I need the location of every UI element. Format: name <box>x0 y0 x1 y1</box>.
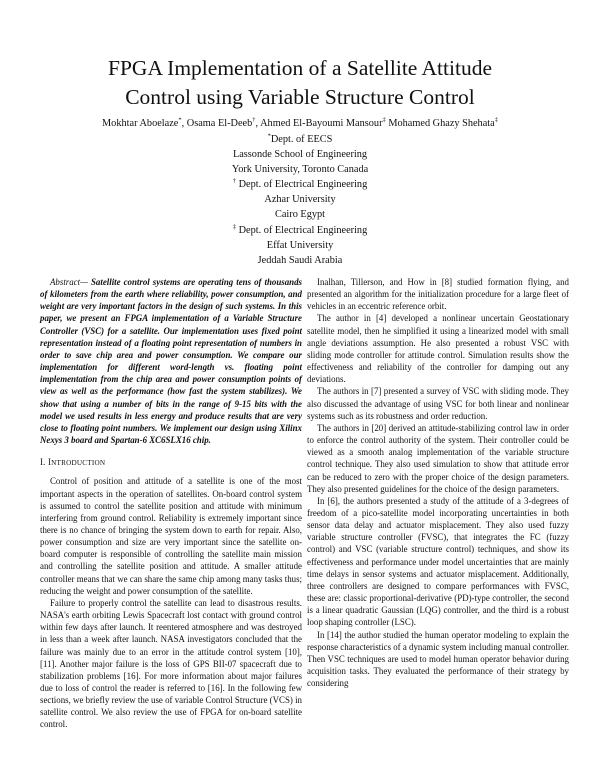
affiliation-line <box>40 223 560 238</box>
author-3-mark: ‡ <box>382 116 386 124</box>
abstract-label: Abstract— <box>50 277 88 287</box>
affiliation-line: Jeddah Saudi Arabia <box>257 254 343 266</box>
affiliation-dept: Dept. of EECS <box>270 134 333 145</box>
author-3: Ahmed El-Bayoumi Mansour <box>260 118 383 129</box>
affiliation-line: York University, Toronto Canada <box>231 164 369 176</box>
affiliation-dept: Dept. of Electrical Engineering <box>236 179 368 191</box>
affiliation-mark: * <box>267 132 271 140</box>
affiliation-line: Effat University <box>266 239 334 251</box>
abstract <box>40 276 302 446</box>
section-heading <box>40 456 302 469</box>
right-column <box>307 276 569 689</box>
author-block <box>40 117 560 268</box>
affiliation-line: Lassonde School of Engineering <box>232 149 368 161</box>
title-line-1: FPGA Implementation of a Satellite Attitude <box>108 56 492 80</box>
author-2: Osama El-Deeb <box>186 118 253 129</box>
paper-title <box>40 54 560 112</box>
paragraph: In [14] the author studied the human operator modeling to explain the response characteristics of a dynamic system including manual controller. Then VSC techniques are used to model human operator behavior during acquisition tasks. They evaluated the performance of their strategy by considering <box>307 629 569 689</box>
affiliation-line <box>40 132 560 147</box>
paragraph: In [6], the authors presented a study of the attitude of a 3-degrees of freedom of a pico-satellite model incorporating uncertainties in both sensor data delay and actuator misplacement. They also used fuzzy variable structure controller (FVSC), that integrates the FC (fuzzy control) and VSC (variable structure control) techniques, and show its effectiveness and performance under model uncertainties that are mainly time delays in sensor systems and actuator misplacement. Additionally, three controllers are designed to compare performances with FVSC, these are: classic proportional-derivative (PD)-type controller, the second is a linear quadratic Gaussian (LQG) controller, and the third is a robust loop shaping controller (LSC). <box>307 495 569 628</box>
author-2-mark: † <box>252 116 256 124</box>
title-line-2: Control using Variable Structure Control <box>125 85 475 109</box>
abstract-text: Satellite control systems are operating tens of thousands of kilometers from the earth where reliability, power consumption, and weight are very important factors in the design of such systems. In this paper, we present an FPGA implementation of a Variable Structure Controller (VSC) for a satellite. Our implementation uses fixed point representation instead of a floating point representation of numbers in order to save chip area and power consumption. We compare our implementation for different word-length vs. floating point implementation from the chip area and power consumption points of view as well as the performance (how fast the system stabilizes). We show that using a number of bits in the range of 9-15 bits with the model we used results in less energy and produce results that are very close to floating point numbers. We implement our design using Xilinx Nexys 3 board and Spartan-6 XC6SLX16 chip. <box>40 277 302 446</box>
paragraph: The authors in [7] presented a survey of VSC with sliding mode. They also discussed the advantage of using VSC for both linear and nonlinear systems such as its robustness and order reduction. <box>307 386 569 421</box>
author-1: Mokhtar Aboelaze <box>102 118 179 129</box>
left-column <box>40 276 302 731</box>
paragraph: The authors in [20] derived an attitude-stabilizing control law in order to enforce the control authority of the system. Their controller could be viewed as a smooth analog implementation of the variable structure control technique. They also used simulation to show that attitude error can be reduced to zero with the proper choice of the design parameters. They also presented guidelines for the choice of the design parameters. <box>307 422 569 494</box>
author-4-mark: ‡ <box>494 116 498 124</box>
section-title-initial: I <box>48 457 52 468</box>
author-separator: , <box>181 118 187 129</box>
paragraph: Inalhan, Tillerson, and How in [8] studied formation flying, and presented an algorithm for the initialization procedure for a large fleet of vehicles in an eccentric reference orbit. <box>307 277 569 312</box>
affiliation-line <box>40 177 560 192</box>
affiliation-line: Cairo Egypt <box>274 209 326 221</box>
affiliation-line: Azhar University <box>264 194 336 206</box>
paragraph: Control of position and attitude of a satellite is one of the most important aspects in the operation of satellites. On-board control system is assumed to control the satellite position and attitude with minimum interfering from ground control. Reliability is extremely important since there is no chance of bringing the system down to earth for repair. Also, power consumption and size are very important since the satellite on-board computer is responsible of controlling the satellite main mission and controlling the satellite position and attitude. A smaller attitude controller means that we can share the same chip among many tasks thus; reducing the weight and power consumption of the satellite. <box>40 476 302 596</box>
author-names <box>40 117 560 131</box>
affiliation-mark: † <box>232 177 236 185</box>
author-1-mark: * <box>178 116 182 124</box>
section-number: I. <box>40 457 48 468</box>
author-4: Mohamed Ghazy Shehata <box>388 118 495 129</box>
section-title-rest: NTRODUCTION <box>51 459 106 468</box>
affiliation-mark: ‡ <box>232 223 236 231</box>
paragraph: The author in [4] developed a nonlinear uncertain Geostationary satellite model, then he simplified it using a linearized model with small angle deviations assumption. He also presented a robust VSC with sliding mode controller for attitude control. Simulation results show the effectiveness and reliability of the controller for damping out any deviations. <box>307 313 569 385</box>
paragraph: Failure to properly control the satellite can lead to disastrous results. NASA's earth orbiting Lewis Spacecraft lost contact with ground control within few days after launch. It reentered atmosphere and was destroyed in less than a week after launch. NASA investigators concluded that the failure was mainly due to an error in the attitude control system [10], [11]. Another major failure is the loss of GPS BII-07 spacecraft due to stabilization problems [16]. For more information about major failures due to loss of control the reader is referred to [16]. In the following few sections, we briefly review the use of variable Control Structure (VCS) in satellite control. We also review the use of FPGA for on-board satellite control. <box>40 597 302 730</box>
author-separator: , <box>255 118 261 129</box>
affiliation-dept: Dept. of Electrical Engineering <box>236 224 368 236</box>
